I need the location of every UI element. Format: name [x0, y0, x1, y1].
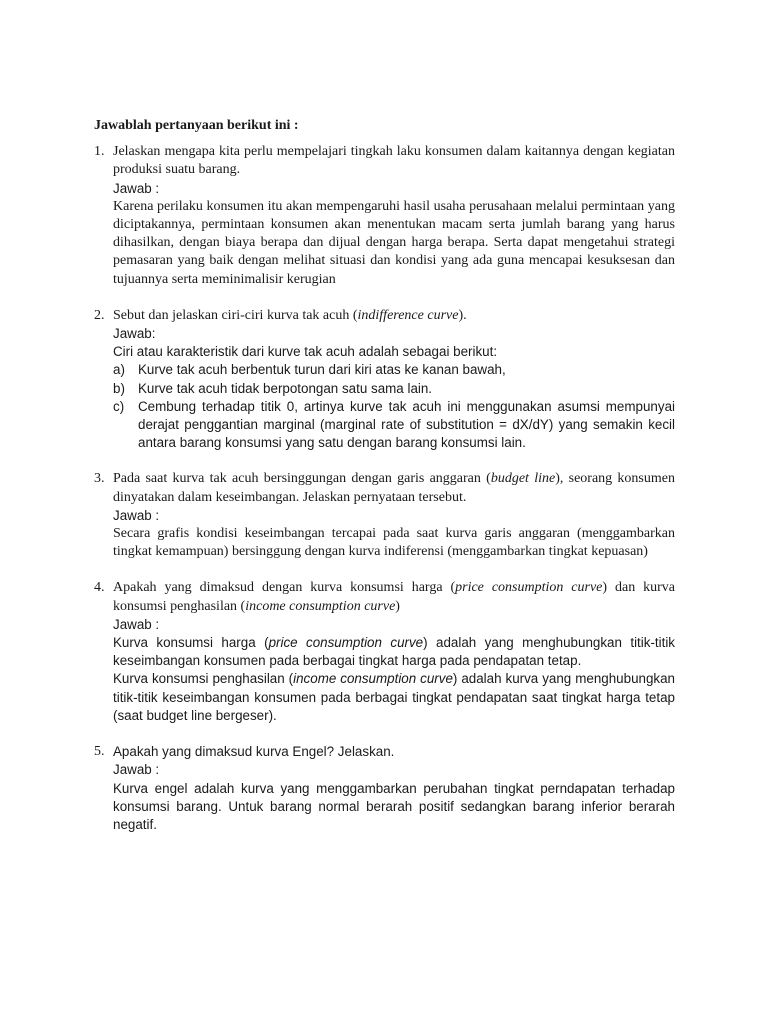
question-term: price consumption curve	[455, 580, 603, 596]
question-2	[94, 307, 675, 453]
question-term: budget line	[490, 471, 556, 487]
list-marker: a)	[113, 362, 125, 378]
page-heading: Jawablah pertanyaan berikut ini :	[94, 118, 299, 133]
list-item	[113, 361, 675, 379]
list-marker: c)	[113, 398, 125, 414]
answer-label: Jawab :	[113, 616, 160, 632]
answer-text-part: Kurva konsumsi penghasilan (	[113, 671, 294, 687]
question-4	[94, 579, 675, 725]
question-text	[113, 579, 675, 615]
list-item-text: Kurve tak acuh berbentuk turun dari kiri atas ke kanan bawah,	[138, 362, 506, 378]
answer-text: Secara grafis kondisi keseimbangan tercapai pada saat kurva garis anggaran (menggambarkan tingkat kemampuan) bersinggung dengan kurva indiferensi (menggambarkan tingkat kepuasan)	[113, 526, 675, 560]
answer-intro: Ciri atau karakteristik dari kurve tak acuh adalah sebagai berikut:	[113, 344, 498, 360]
answer-term: price consumption curve	[268, 635, 424, 651]
question-text-part: Pada saat kurva tak acuh bersinggungan dengan garis anggaran (	[113, 471, 491, 487]
question-text-part: Apakah yang dimaksud dengan kurva konsumsi harga (	[113, 580, 456, 596]
answer-text	[113, 670, 675, 725]
question-text-part: ) dan kurva konsumsi penghasilan (	[113, 580, 675, 614]
question-text-part: Sebut dan jelaskan ciri-ciri kurva tak acuh (	[113, 307, 358, 323]
list-item-text: Kurve tak acuh tidak berpotongan satu sama lain.	[138, 380, 433, 396]
list-marker: b)	[113, 380, 125, 396]
answer-block	[113, 634, 675, 725]
question-text: Jelaskan mengapa kita perlu mempelajari tingkah laku konsumen dalam kaitannya dengan kegiatan produksi suatu barang.	[113, 144, 675, 178]
question-text-part: )	[395, 598, 400, 614]
question-text	[113, 307, 675, 325]
answer-text: Karena perilaku konsumen itu akan mempengaruhi hasil usaha perusahaan melalui permintaan yang diciptakannya, permintaan konsumen akan menentukan macam serta jumlah barang yang harus dihasilkan, dengan biaya berapa dan dijual dengan harga berapa. Serta dapat mengetahui strategi pemasaran yang baik dengan melihat situasi dan kondisi yang ada guna mencapai kesuksesan dan tujuannya serta meminimalisir kerugian	[113, 198, 675, 287]
question-number: 3.	[94, 471, 105, 487]
question-number: 5.	[94, 744, 105, 760]
list-item-text: Cembung terhadap titik 0, artinya kurve tak acuh ini menggunakan asumsi mempunyai derajat penggantian marginal (marginal rate of substitution = dX/dY) yang semakin kecil antara barang konsumsi yang satu dengan barang konsumsi lain.	[138, 398, 675, 451]
question-term: income consumption curve	[245, 598, 396, 614]
answer-label: Jawab :	[113, 762, 160, 778]
answer-label: Jawab:	[113, 326, 156, 342]
answer-label: Jawab :	[113, 507, 160, 523]
answer-block	[113, 343, 675, 452]
answer-label: Jawab :	[113, 180, 160, 196]
answer-term: income consumption curve	[293, 671, 453, 687]
answer-text-part: ) adalah kurva yang menghubungkan titik-titik keseimbangan konsumen pada berbagai tingkat pendapatan saat tingkat harga tetap (saat budget line bergeser).	[113, 671, 675, 723]
question-text: Apakah yang dimaksud kurva Engel? Jelaskan.	[113, 744, 395, 760]
question-text-part: ), seorang konsumen dinyatakan dalam keseimbangan. Jelaskan pernyataan tersebut.	[113, 471, 675, 505]
answer-text-part: ) adalah yang menghubungkan titik-titik keseimbangan konsumen pada berbagai tingkat harga pada pendapatan tetap.	[113, 635, 675, 669]
question-term: indifference curve	[357, 307, 459, 323]
question-text	[113, 470, 675, 506]
question-number: 4.	[94, 580, 105, 596]
answer-list	[113, 361, 675, 452]
answer-text	[113, 634, 675, 670]
answer-text: Kurva engel adalah kurva yang menggambarkan perubahan tingkat perndapatan terhadap konsumsi barang. Untuk barang normal berarah positif sedangkan barang inferior berarah negatif.	[113, 780, 675, 832]
list-item	[113, 398, 675, 453]
question-number: 2.	[94, 307, 105, 323]
answer-text-part: Kurva konsumsi harga (	[113, 635, 269, 651]
document-page	[94, 117, 675, 834]
question-5	[94, 743, 675, 834]
question-number: 1.	[94, 144, 105, 160]
list-item	[113, 380, 675, 398]
question-text-part: ).	[458, 307, 467, 323]
question-3	[94, 470, 675, 561]
question-1	[94, 143, 675, 289]
